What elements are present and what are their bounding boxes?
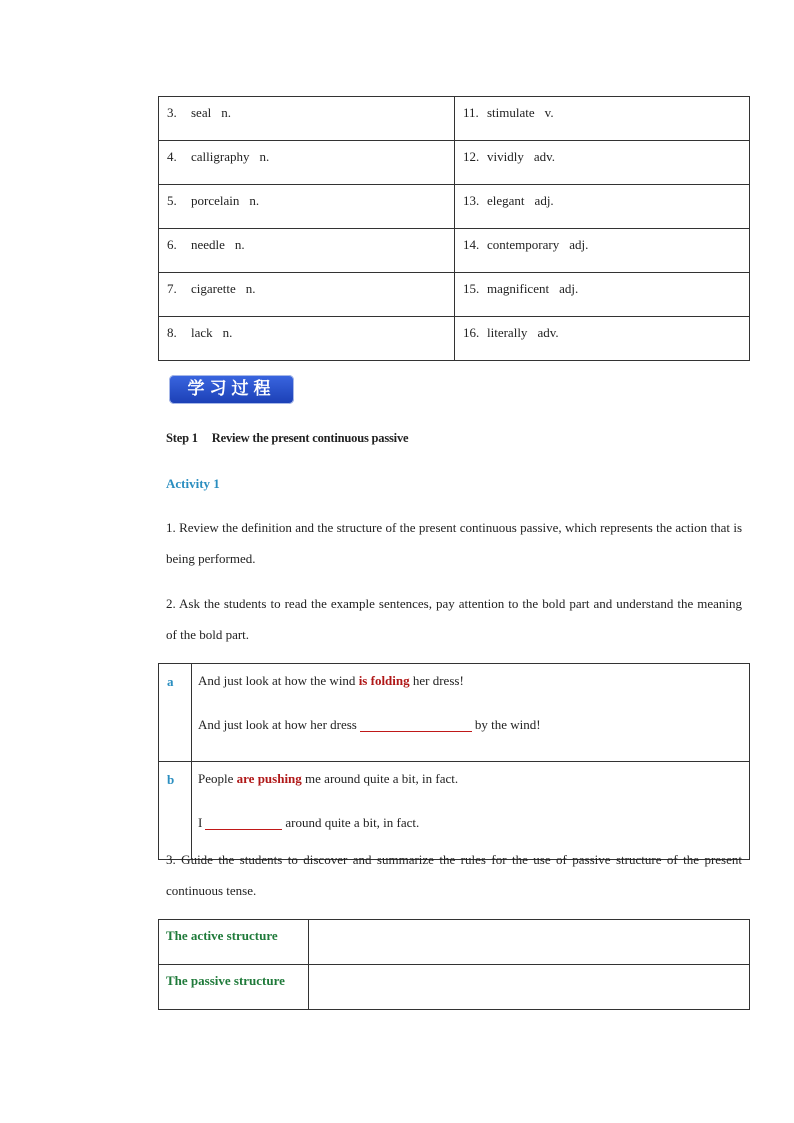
- vocab-row: [159, 185, 750, 229]
- sentence-text: her dress!: [409, 673, 464, 688]
- vocab-part-of-speech: n.: [249, 193, 260, 208]
- example-label-a: a: [159, 664, 192, 762]
- answer-blank-a[interactable]: [360, 719, 472, 732]
- vocab-word: elegant: [487, 193, 525, 208]
- answer-blank-b[interactable]: [205, 817, 282, 830]
- vocabulary-table-body: [159, 97, 750, 361]
- vocab-number: 12.: [463, 149, 480, 164]
- instruction-paragraph-1: 1. Review the definition and the structure of the present continuous passive, which represents the action that is being performed.: [166, 520, 742, 566]
- vocab-part-of-speech: n.: [259, 149, 270, 164]
- step-heading: [166, 431, 408, 446]
- vocab-cell: [159, 273, 455, 317]
- vocab-part-of-speech: adj.: [559, 281, 579, 296]
- vocab-cell: [455, 97, 750, 141]
- vocab-cell: [159, 185, 455, 229]
- vocab-part-of-speech: v.: [544, 105, 554, 120]
- sentence-text: And just look at how her dress: [198, 717, 357, 732]
- passive-structure-label: The passive structure: [159, 965, 309, 1010]
- vocab-number: 13.: [463, 193, 480, 208]
- sentence-text: People: [198, 771, 237, 786]
- vocab-part-of-speech: adj.: [569, 237, 589, 252]
- vocab-word: contemporary: [487, 237, 560, 252]
- vocab-word: seal: [191, 105, 212, 120]
- structure-table: [158, 919, 750, 1010]
- bold-verb: are pushing: [236, 771, 302, 786]
- vocab-word: calligraphy: [191, 149, 250, 164]
- sentence-text: I: [198, 815, 203, 830]
- vocab-cell: [455, 141, 750, 185]
- active-structure-label: The active structure: [159, 920, 309, 965]
- active-sentence-b: [198, 771, 749, 786]
- instruction-paragraph-3: 3. Guide the students to discover and summarize the rules for the use of passive structure of the present continuous tense.: [166, 852, 742, 898]
- vocab-word: vividly: [487, 149, 524, 164]
- passive-structure-answer-cell[interactable]: [309, 965, 750, 1010]
- vocab-row: [159, 97, 750, 141]
- vocab-row: [159, 141, 750, 185]
- vocab-number: 14.: [463, 237, 480, 252]
- vocab-part-of-speech: n.: [221, 105, 231, 120]
- vocab-row: [159, 229, 750, 273]
- example-cell-a: [192, 664, 750, 762]
- passive-structure-row: [159, 965, 750, 1010]
- example-sentences-table: [158, 663, 750, 860]
- vocab-number: 6.: [167, 237, 177, 252]
- sentence-text: by the wind!: [474, 717, 541, 732]
- active-sentence-a: [198, 673, 749, 688]
- instruction-paragraph-2: 2. Ask the students to read the example sentences, pay attention to the bold part and understand the meaning of the bold part.: [166, 596, 742, 642]
- vocab-word: porcelain: [191, 193, 240, 208]
- active-structure-row: [159, 920, 750, 965]
- vocab-number: 4.: [167, 149, 177, 164]
- vocab-cell: [455, 273, 750, 317]
- vocab-word: cigarette: [191, 281, 236, 296]
- bold-verb: is folding: [358, 673, 410, 688]
- vocabulary-table: [158, 96, 750, 361]
- sentence-text: around quite a bit, in fact.: [285, 815, 420, 830]
- sentence-text: me around quite a bit, in fact.: [301, 771, 459, 786]
- activity-heading: Activity 1: [166, 476, 220, 491]
- vocab-number: 11.: [463, 105, 479, 120]
- vocab-number: 7.: [167, 281, 177, 296]
- vocab-word: stimulate: [487, 105, 535, 120]
- vocab-word: needle: [191, 237, 225, 252]
- learning-process-badge: 学习过程: [169, 375, 294, 404]
- passive-sentence-b: [198, 815, 749, 830]
- vocab-number: 3.: [167, 105, 177, 120]
- passive-sentence-a: [198, 717, 749, 732]
- sentence-text: And just look at how the wind: [198, 673, 359, 688]
- vocab-cell: [159, 141, 455, 185]
- example-label-b: b: [159, 762, 192, 860]
- vocab-number: 15.: [463, 281, 480, 296]
- vocab-word: literally: [487, 325, 528, 340]
- vocab-cell: [455, 317, 750, 361]
- vocab-cell: [159, 97, 455, 141]
- vocab-cell: [159, 317, 455, 361]
- vocab-row: [159, 317, 750, 361]
- vocab-part-of-speech: n.: [222, 325, 233, 340]
- vocab-word: magnificent: [487, 281, 550, 296]
- vocab-part-of-speech: n.: [234, 237, 245, 252]
- vocab-row: [159, 273, 750, 317]
- vocab-cell: [455, 229, 750, 273]
- vocab-number: 16.: [463, 325, 480, 340]
- vocab-part-of-speech: adv.: [537, 325, 559, 340]
- vocab-part-of-speech: n.: [245, 281, 256, 296]
- step-title: Review the present continuous passive: [211, 431, 409, 445]
- vocab-number: 8.: [167, 325, 177, 340]
- vocab-part-of-speech: adj.: [534, 193, 554, 208]
- vocab-cell: [455, 185, 750, 229]
- vocab-part-of-speech: adv.: [533, 149, 556, 164]
- vocab-number: 5.: [167, 193, 177, 208]
- step-label: Step 1: [166, 431, 198, 445]
- vocab-cell: [159, 229, 455, 273]
- vocab-word: lack: [191, 325, 213, 340]
- example-row-a: [159, 664, 750, 762]
- active-structure-answer-cell[interactable]: [309, 920, 750, 965]
